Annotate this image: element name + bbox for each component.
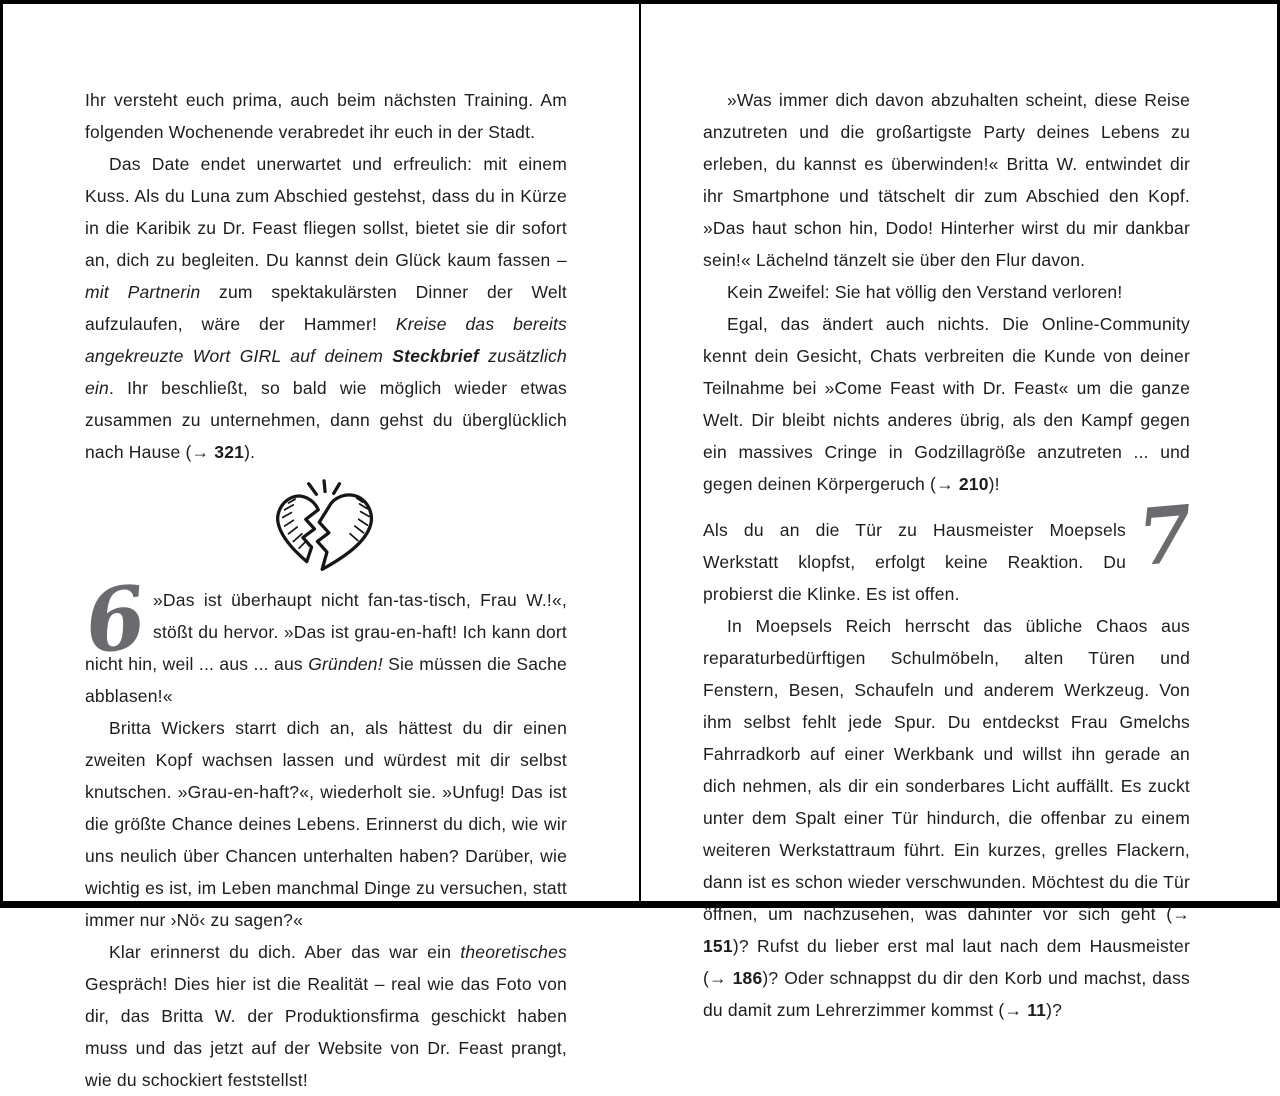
- text-segment: »Das ist überhaupt nicht fan-tas-tisch, Frau W.!«, stößt du hervor. »Das ist grau-en-haft! Ich kann dort nicht hin, weil ... aus ... aus: [85, 590, 567, 674]
- page-frame-left: [0, 0, 3, 908]
- page-reference: → 186: [709, 968, 763, 988]
- text-segment: »Was immer dich davon abzuhalten scheint, diese Reise anzutreten und die großartigste Party deines Lebens zu erleben, du kannst es überwinden!« Britta W. entwindet dir ihr Smartphone und tätschelt dir zum Abschied den Kopf. »Das haut schon hin, Dodo! Hinterher wirst du mir dankbar sein!« Lächelnd tänzelt sie über den Flur davon.: [703, 90, 1190, 270]
- right-page-intro-text: [703, 84, 1190, 500]
- text-segment: Kreise das bereits angekreuzte Wort GIRL auf deinem: [85, 314, 567, 366]
- chapter-number-7: 7: [1134, 488, 1197, 585]
- paragraph: [85, 712, 567, 936]
- illustration-wrap: [85, 478, 567, 578]
- chapter-6: [79, 566, 567, 1096]
- text-segment: )?: [1046, 1000, 1063, 1020]
- paragraph: [85, 148, 567, 468]
- page-reference: → 11: [1004, 1000, 1047, 1020]
- page-reference: → 210: [936, 474, 989, 494]
- text-segment: Kein Zweifel: Sie hat völlig den Verstand verloren!: [727, 282, 1123, 302]
- text-segment: Gespräch! Dies hier ist die Realität – real wie das Foto von dir, das Britta W. der Produktionsfirma geschickt haben muss und das jetzt auf der Website von Dr. Feast prangt, wie du schockiert feststellst!: [85, 974, 567, 1090]
- text-segment: )? Oder schnappst du dir den Korb und machst, dass du damit zum Lehrerzimmer kommst (: [703, 968, 1190, 1020]
- text-segment: Sie müssen die Sache abblasen!«: [85, 654, 567, 706]
- text-segment: . Ihr beschließt, so bald wie möglich wieder etwas zusammen zu unternehmen, dann gehst du überglücklich nach Hause (: [85, 378, 567, 462]
- chapter-6-text: [85, 584, 567, 1096]
- paragraph: [85, 84, 567, 148]
- text-segment: Klar erinnerst du dich. Aber das war ein: [109, 942, 461, 962]
- chapter-7: [703, 488, 1197, 1026]
- right-page: [703, 84, 1197, 1026]
- paragraph: [85, 936, 567, 1096]
- text-segment: theoretisches: [460, 942, 567, 962]
- paragraph: [703, 610, 1190, 1026]
- text-segment: )!: [988, 474, 1000, 494]
- text-segment: Egal, das ändert auch nichts. Die Online-Community kennt dein Gesicht, Chats verbreiten die Kunde von deiner Teilnahme bei »Come Feast with Dr. Feast« um die ganze Welt. Dir bleibt nichts anderes übrig, als den Kampf gegen ein massives Cringe in Godzillagröße anzutreten ... und gegen deinen Körpergeruch (: [703, 314, 1190, 494]
- paragraph: [703, 308, 1190, 500]
- text-segment: zum spektakulärsten Dinner der Welt aufzulaufen, wäre der Hammer!: [85, 282, 567, 334]
- text-segment: Steckbrief: [392, 346, 479, 366]
- text-segment: Das Date endet unerwartet und erfreulich: mit einem Kuss. Als du Luna zum Abschied gestehst, dass du in Kürze in die Karibik zu Dr. Feast fliegen sollst, bietet sie dir sofort an, dich zu begleiten. Du kannst dein Glück kaum fassen –: [85, 154, 567, 270]
- chapter-number-6: 6: [79, 566, 152, 675]
- text-segment: Als du an die Tür zu Hausmeister Moepsels Werkstatt klopfst, erfolgt keine Reaktion. Du probierst die Klinke. Es ist offen.: [703, 520, 1126, 604]
- text-segment: ).: [244, 442, 256, 462]
- broken-heart-icon: [262, 478, 390, 578]
- text-segment: Britta Wickers starrt dich an, als hättest du dir einen zweiten Kopf wachsen lassen und würdest mit dir selbst knutschen. »Grau-en-haft?«, wiederholt sie. »Unfug! Das ist die größte Chance deines Lebens. Erinnerst du dich, wie wir uns neulich über Chancen unterhalten haben? Darüber, wie wichtig es ist, im Leben manchmal Dinge zu versuchen, statt immer nur ›Nö‹ zu sagen?«: [85, 718, 567, 930]
- text-segment: Ihr versteht euch prima, auch beim nächsten Training. Am folgenden Wochenende verabredet ihr euch in der Stadt.: [85, 90, 567, 142]
- left-page: [79, 84, 567, 1096]
- text-segment: )? Rufst du lieber erst mal laut nach dem Hausmeister (: [703, 936, 1190, 988]
- text-segment: zusätzlich ein: [85, 346, 567, 398]
- text-segment: mit Partnerin: [85, 282, 201, 302]
- text-segment: In Moepsels Reich herrscht das übliche Chaos aus reparaturbedürftigen Schulmöbeln, alten Türen und Fenstern, Besen, Schaufeln und anderem Werkzeug. Von ihm selbst fehlt jede Spur. Du entdeckst Frau Gmelchs Fahrradkorb auf einer Werkbank und willst ihn gerade an dich nehmen, als dir ein sonderbares Licht auffällt. Es zuckt unter dem Spalt einer Tür hindurch, die offenbar zu einem weiteren Werkstattraum führt. Ein kurzes, grelles Flackern, dann ist es schon wieder verschwunden. Möchtest du die Tür öffnen, um nachzusehen, was dahinter vor sich geht (: [703, 616, 1190, 924]
- paragraph: [703, 276, 1190, 308]
- text-segment: Gründen!: [308, 654, 383, 674]
- paragraph: [703, 84, 1190, 276]
- page-reference: → 151: [703, 904, 1190, 956]
- left-page-intro-text: [85, 84, 567, 468]
- paragraph: [85, 584, 567, 712]
- page-reference: → 321: [191, 442, 245, 462]
- chapter-7-text: [703, 514, 1190, 1026]
- paragraph: [703, 514, 1190, 610]
- spine-divider: [639, 0, 641, 908]
